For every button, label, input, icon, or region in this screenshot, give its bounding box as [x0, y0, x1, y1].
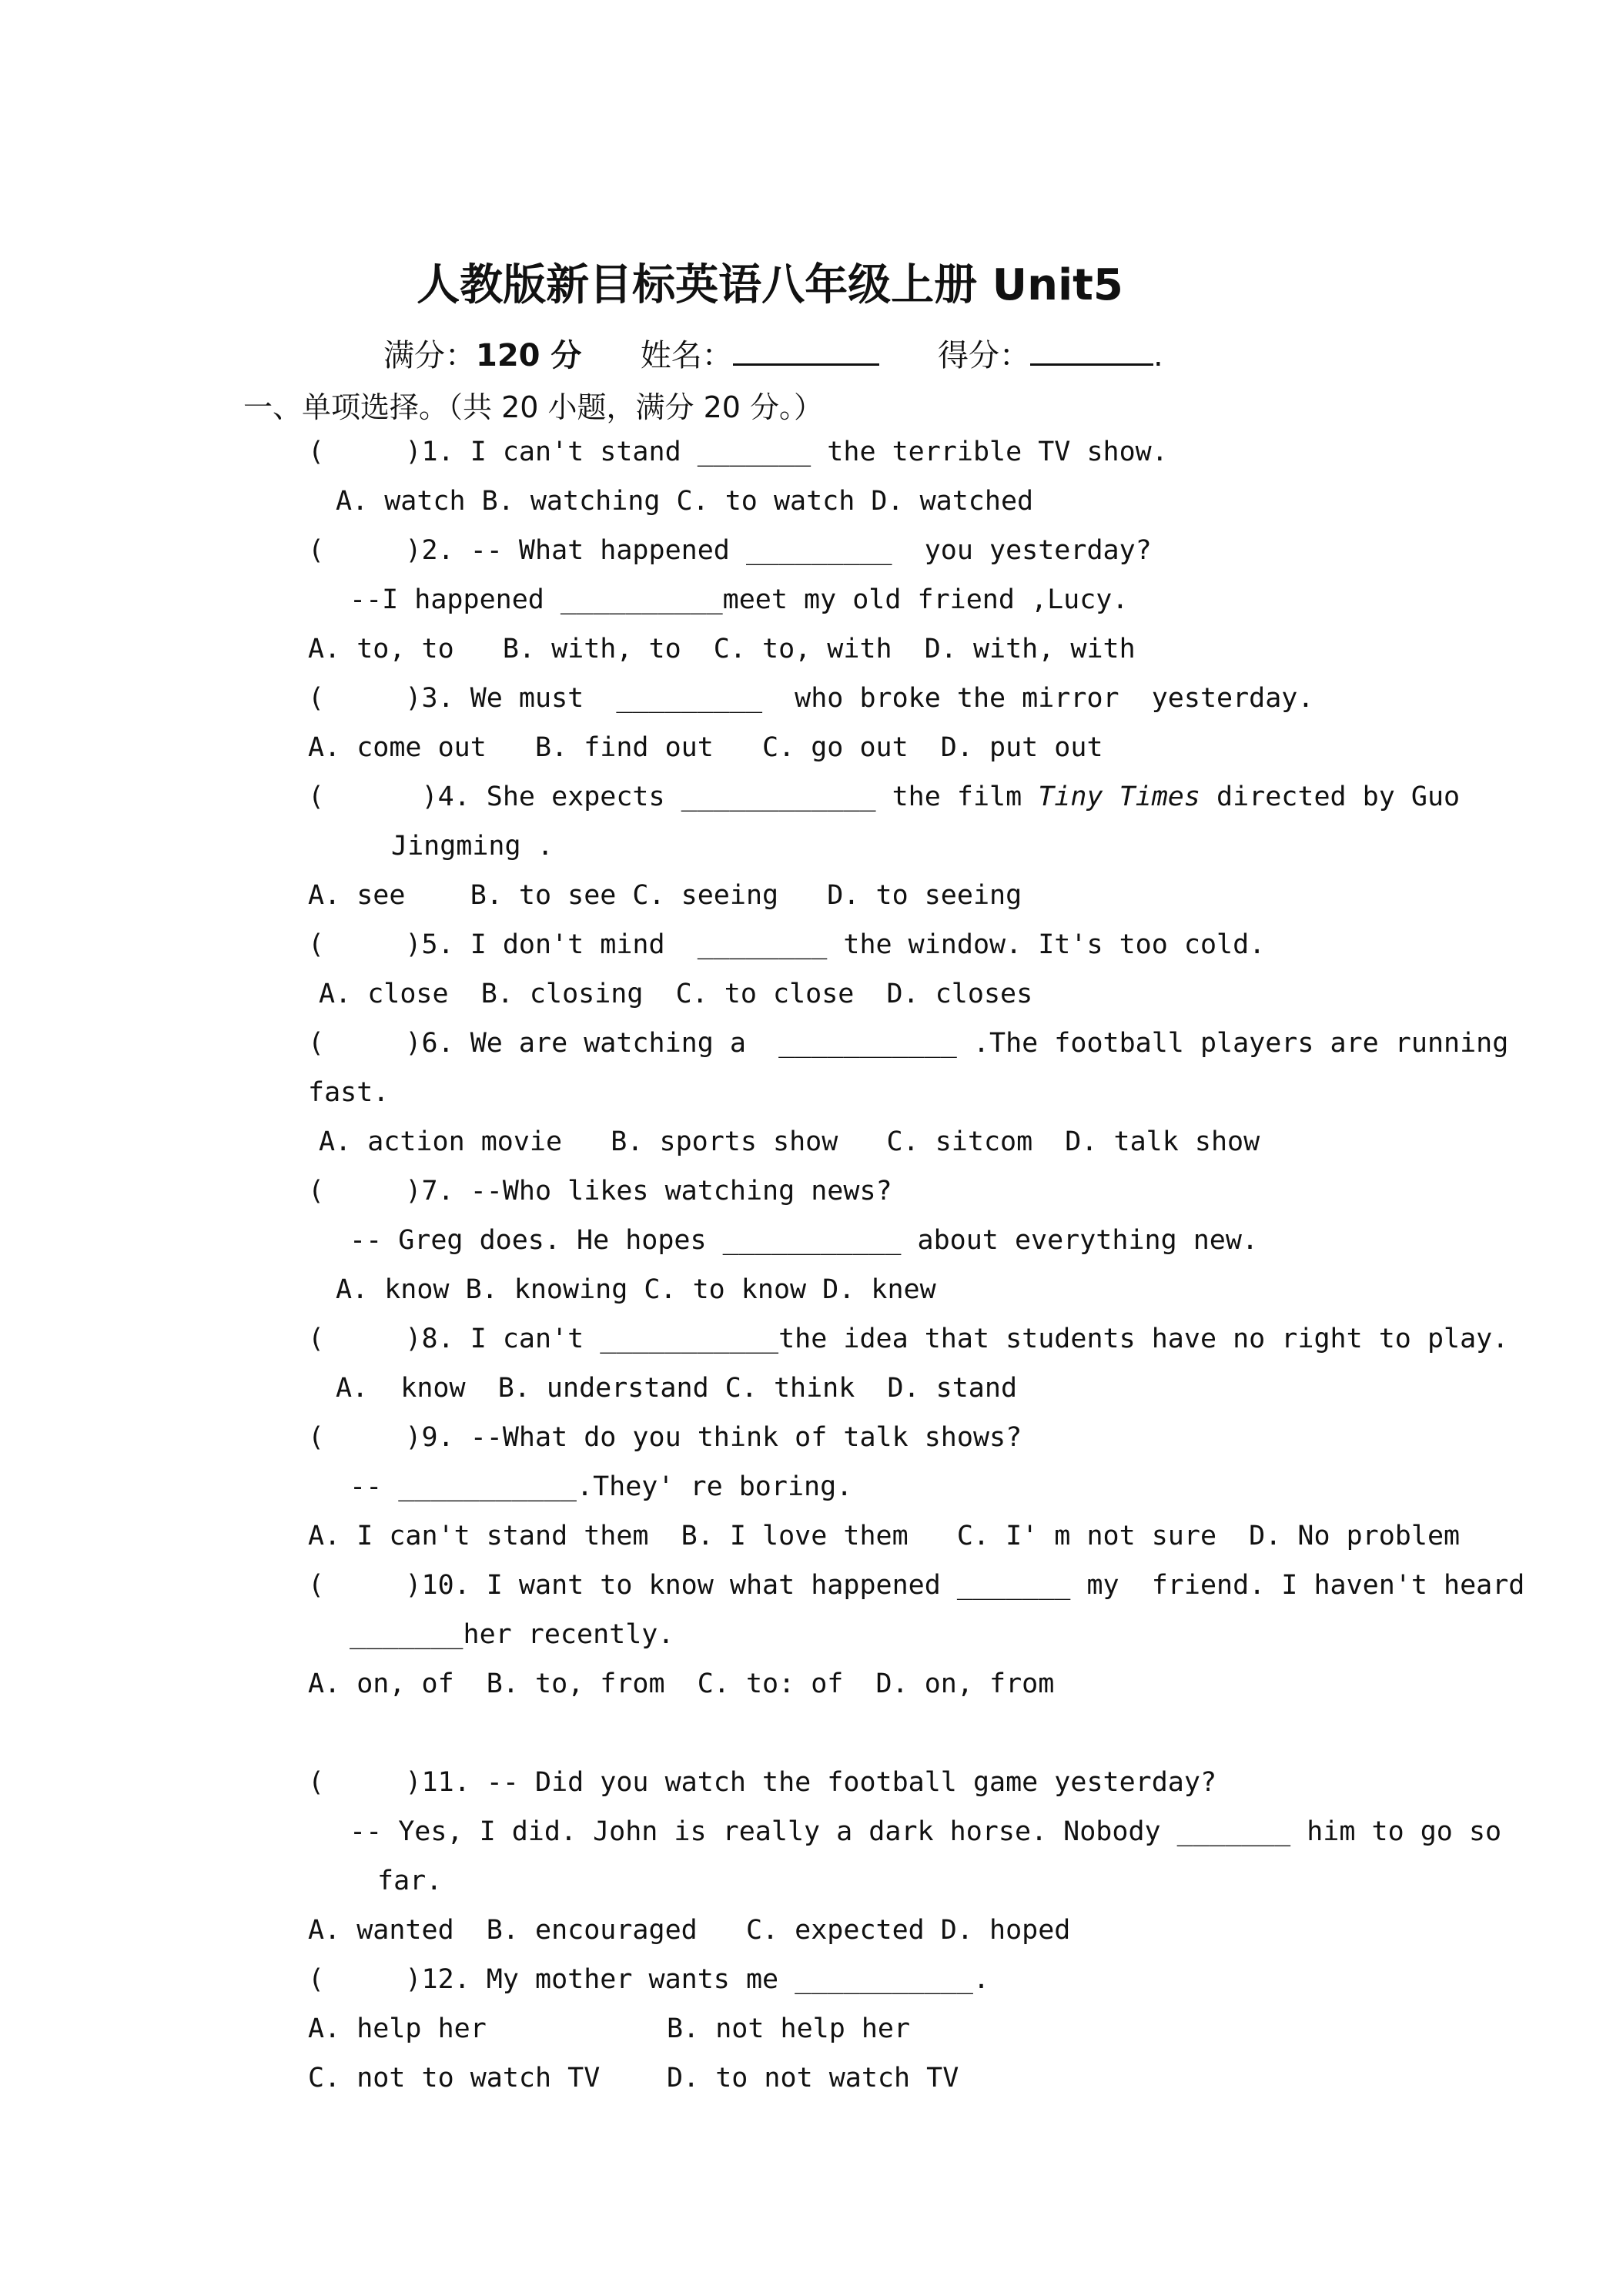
question-9-answer: -- ___________.They' re boring.	[350, 1471, 853, 1502]
name-label: 姓名：	[640, 338, 733, 373]
score-line-end: .	[1153, 338, 1163, 373]
question-10: ( )10. I want to know what happened _______ my friend. I haven't heard	[308, 1570, 1525, 1601]
question-9-options: A. I can't stand them B. I love them C. I' m not sure D. No problem	[308, 1521, 1461, 1551]
question-12: ( )12. My mother wants me ___________.	[308, 1964, 990, 1995]
question-7-answer: -- Greg does. He hopes ___________ about everything new.	[350, 1225, 1259, 1256]
page-title: 人教版新目标英语八年级上册 Unit5	[417, 260, 1123, 310]
question-4-stem-end: directed by Guo	[1200, 782, 1461, 812]
question-6-options: A. action movie B. sports show C. sitcom D. talk show	[319, 1126, 1260, 1157]
question-8-options: A. know B. understand C. think D. stand	[336, 1373, 1018, 1404]
question-2-answer: --I happened __________meet my old friend ,Lucy.	[350, 584, 1129, 615]
question-9: ( )9. --What do you think of talk shows?	[308, 1422, 1022, 1453]
question-6-continuation: fast.	[308, 1077, 390, 1108]
question-3: ( )3. We must _________ who broke the mirror yesterday.	[308, 683, 1314, 714]
question-7: ( )7. --Who likes watching news?	[308, 1176, 892, 1207]
name-field[interactable]	[733, 337, 879, 366]
question-3-options: A. come out B. find out C. go out D. put out	[308, 732, 1103, 763]
question-1: ( )1. I can't stand _______ the terrible TV show.	[308, 437, 1168, 467]
question-4-stem: ( )4. She expects ____________ the film	[308, 782, 1039, 812]
question-5: ( )5. I don't mind ________ the window. It's too cold.	[308, 929, 1266, 960]
question-11-continuation: far.	[377, 1866, 443, 1896]
question-2-options: A. to, to B. with, to C. to, with D. with, with	[308, 634, 1136, 664]
question-4-film-title: Tiny Times	[1038, 782, 1200, 812]
question-11-options: A. wanted B. encouraged C. expected D. hoped	[308, 1915, 1071, 1946]
question-7-options: A. know B. knowing C. to know D. knew	[336, 1274, 936, 1305]
score-label: 得分：	[938, 338, 1031, 373]
question-11: ( )11. -- Did you watch the football game yesterday?	[308, 1767, 1217, 1798]
question-10-continuation: _______her recently.	[350, 1619, 674, 1650]
section-heading: 一、单项选择。（共 20 小题，满分 20 分。）	[243, 390, 824, 424]
full-score-label: 满分：	[383, 338, 476, 373]
question-8: ( )8. I can't ___________the idea that students have no right to play.	[308, 1324, 1509, 1354]
question-12-option-d: D. to not watch TV	[667, 2063, 959, 2094]
question-11-answer: -- Yes, I did. John is really a dark horse. Nobody _______ him to go so	[350, 1816, 1502, 1847]
question-1-options: A. watch B. watching C. to watch D. watched	[336, 486, 1034, 517]
question-12-option-b: B. not help her	[667, 2013, 911, 2044]
question-6: ( )6. We are watching a ___________ .The football players are running	[308, 1028, 1509, 1059]
full-score-value: 120 分	[476, 338, 582, 373]
question-4-options: A. see B. to see C. seeing D. to seeing	[308, 880, 1022, 911]
question-12-option-a: A. help her	[308, 2013, 487, 2044]
question-4-continuation: Jingming .	[391, 831, 554, 862]
question-4	[308, 784, 1460, 811]
score-line	[383, 331, 1163, 375]
question-2: ( )2. -- What happened _________ you yesterday?	[308, 535, 1152, 566]
score-field[interactable]	[1030, 337, 1153, 366]
question-10-options: A. on, of B. to, from C. to: of D. on, from	[308, 1668, 1055, 1699]
question-12-option-c: C. not to watch TV	[308, 2063, 601, 2094]
question-5-options: A. close B. closing C. to close D. closes	[319, 979, 1033, 1009]
